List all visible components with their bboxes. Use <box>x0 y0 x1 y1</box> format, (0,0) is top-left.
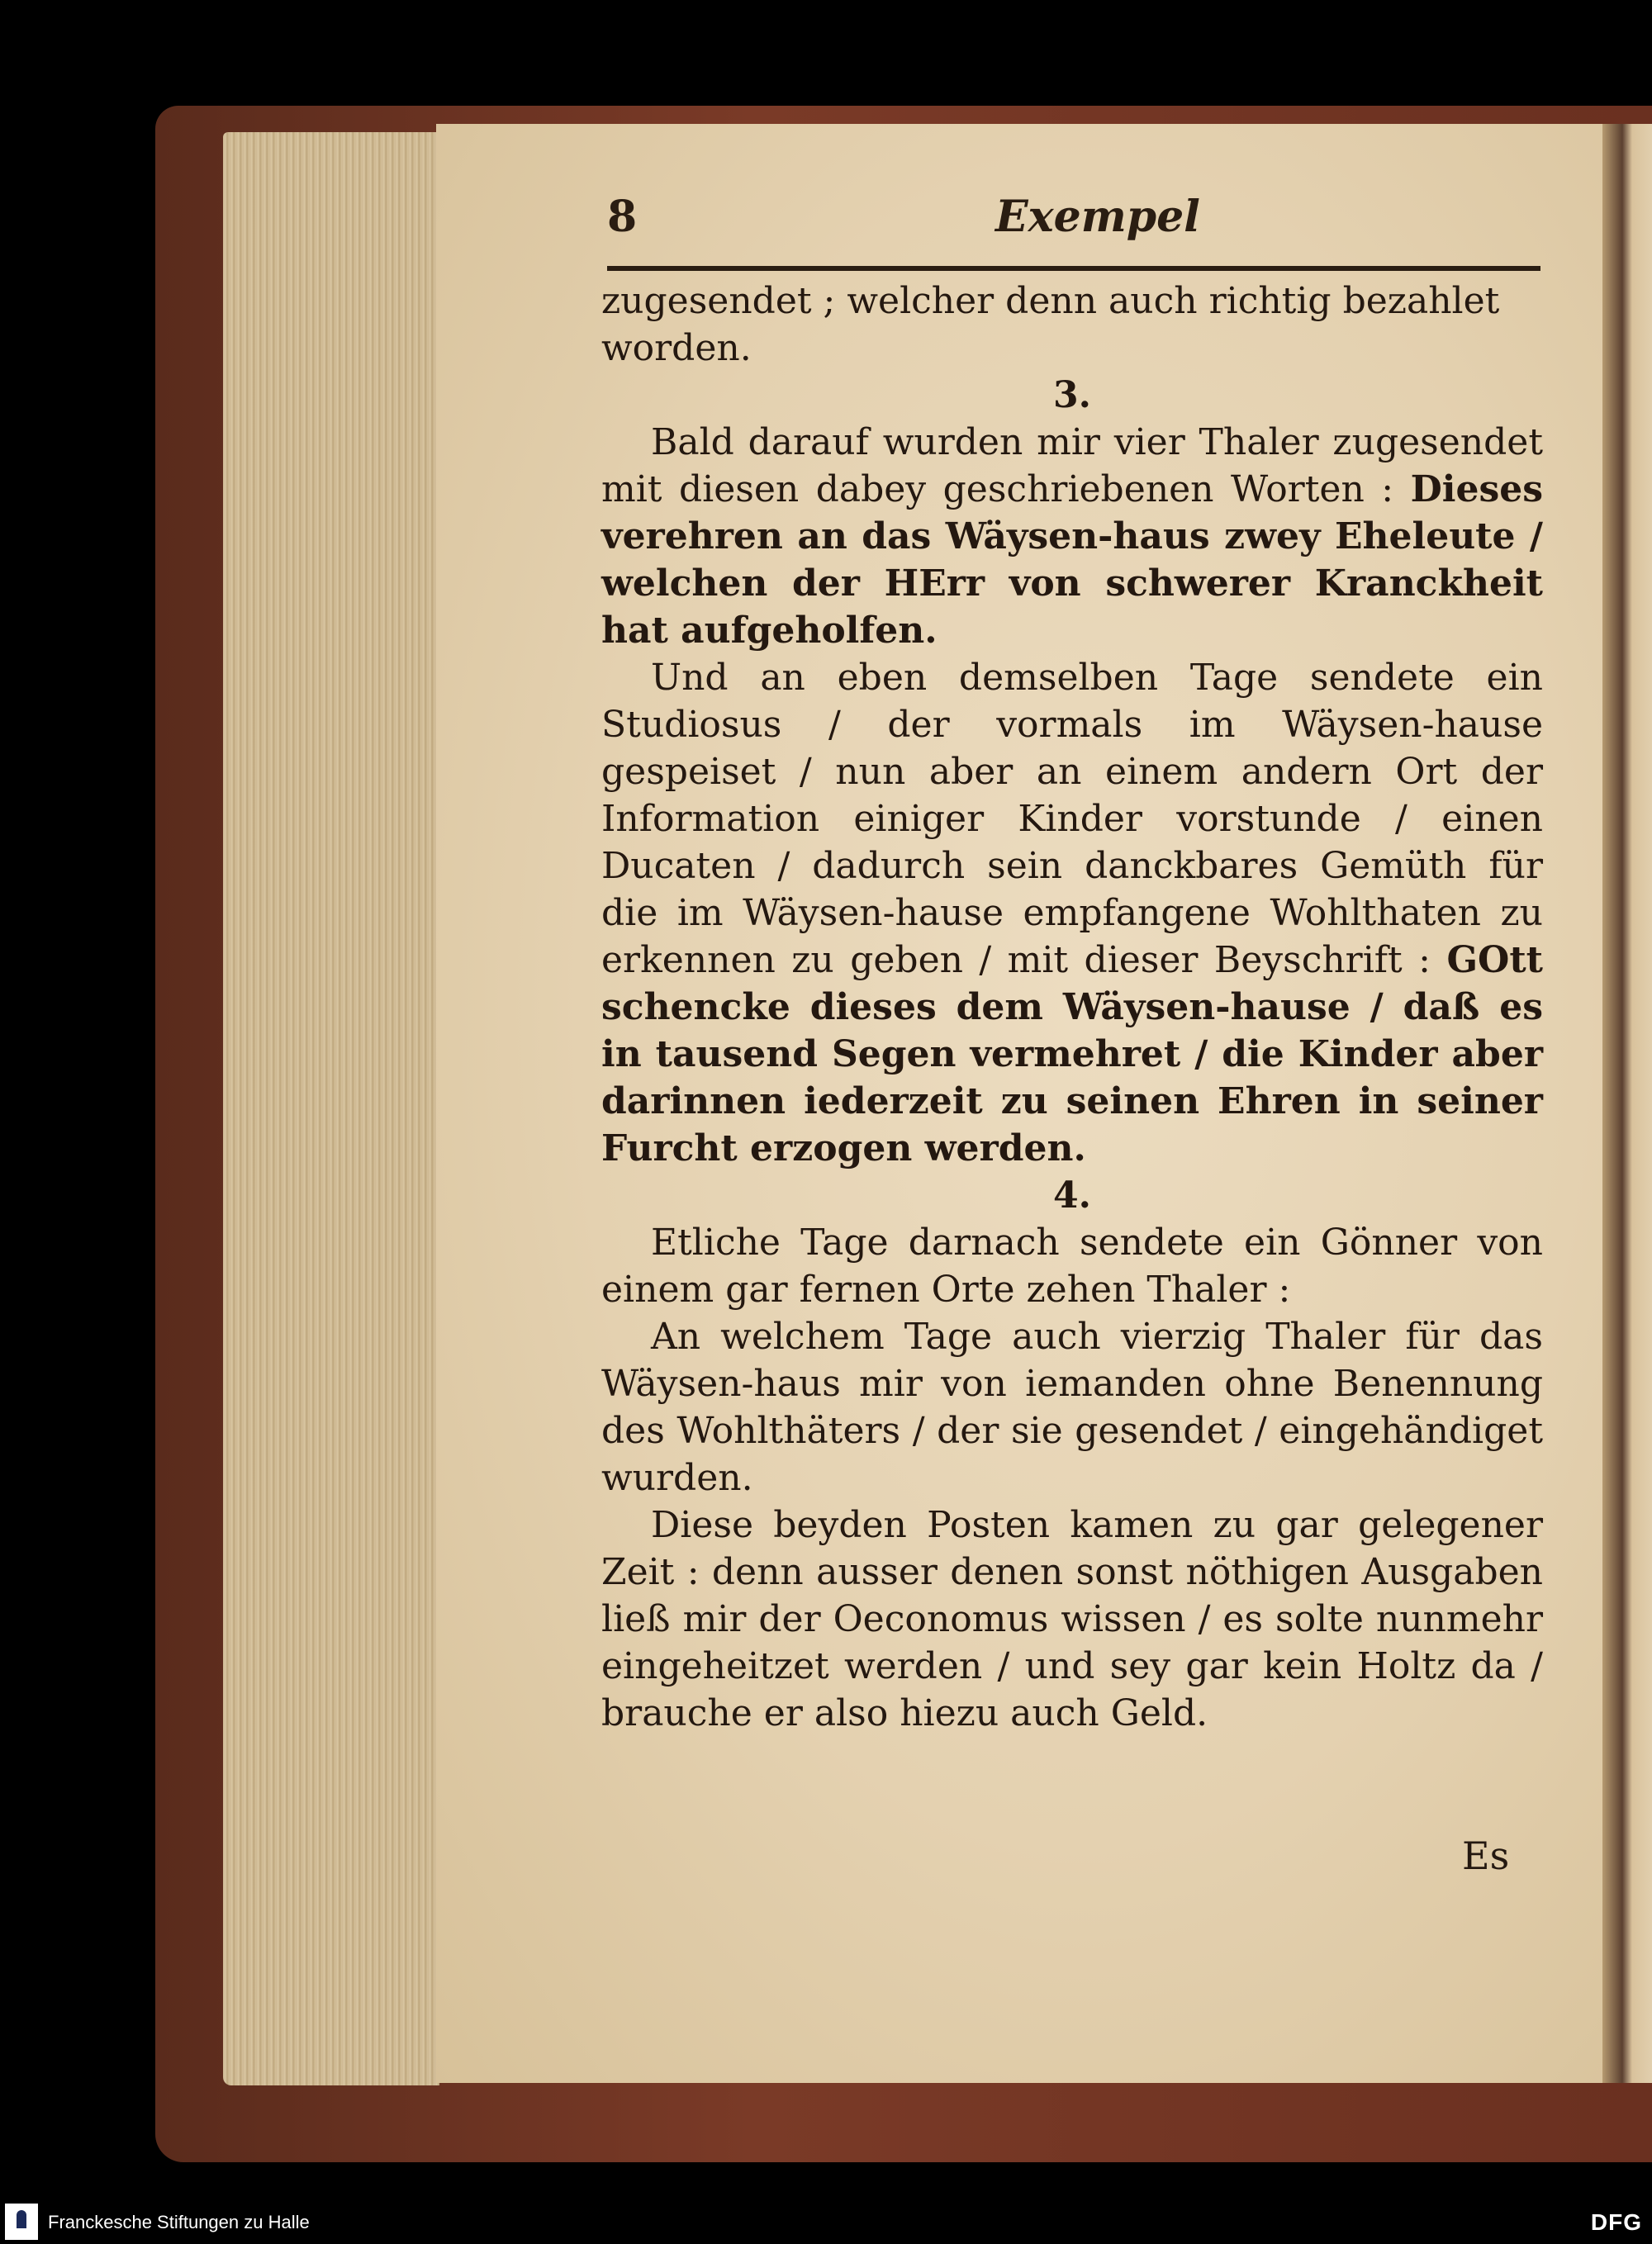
catchword: Es <box>1462 1834 1510 1878</box>
text-line: zugesendet ; welcher denn auch richtig bezahlet <box>601 280 1500 322</box>
page-number: 8 <box>607 192 638 242</box>
running-head <box>607 192 1540 249</box>
paragraph-3a-quote: Dieses verehren an das Wäysen-haus zwey Eheleute / welchen der HErr von schwerer Kranckheit hat aufgeholfen. <box>601 468 1543 652</box>
institution-logo-icon <box>5 2204 38 2240</box>
footer-bar <box>0 2204 1652 2244</box>
paragraph-3a <box>601 419 1543 654</box>
page-edges <box>223 132 439 2085</box>
page-text <box>601 278 1543 1737</box>
paragraph-3b-quote: GOtt schencke dieses dem Wäysen-hause / daß es in tausend Segen vermehret / die Kinder aber darinnen iederzeit zu seinen Ehren in seiner Furcht erzogen werden. <box>601 939 1543 1169</box>
paragraph-4b: An welchem Tage auch vierzig Thaler für das Wäysen-haus mir von iemanden ohne Benennung des Wohlthäters / der sie gesendet / eingehändiget wurden. <box>601 1316 1543 1499</box>
section-number-4: 4. <box>1053 1174 1091 1217</box>
paragraph-3a-text: Bald darauf wurden mir vier Thaler zugesendet mit diesen dabey geschriebenen Worten : <box>601 421 1543 510</box>
header-rule <box>607 266 1540 271</box>
page-gutter <box>1602 124 1652 2083</box>
section-number-3: 3. <box>1053 374 1091 416</box>
paragraph-4c: Diese beyden Posten kamen zu gar gelegener Zeit : denn ausser denen sonst nöthigen Ausgaben ließ mir der Oeconomus wissen / es solte nunmehr eingeheitzet werden / und sey gar kein Holtz da / brauche er also hiezu auch Geld. <box>601 1504 1543 1734</box>
paragraph-3b-text: Und an eben demselben Tage sendete ein Studiosus / der vormals im Wäysen-hause gespeiset / nun aber an einem andern Ort der Information einiger Kinder vorstunde / einen Ducaten / dadurch sein danckbares Gemüth für die im Wäysen-hause empfangene Wohlthaten zu erkennen zu geben / mit dieser Beyschrift : <box>601 657 1543 981</box>
running-title: Exempel <box>995 192 1200 242</box>
paragraph-4a: Etliche Tage darnach sendete ein Gönner von einem gar fernen Orte zehen Thaler : <box>601 1222 1543 1311</box>
paragraph-3b <box>601 654 1543 1172</box>
text-line: worden. <box>601 327 752 369</box>
dfg-logo: DFG <box>1590 2209 1642 2235</box>
institution-label: Franckesche Stiftungen zu Halle <box>48 2212 310 2232</box>
